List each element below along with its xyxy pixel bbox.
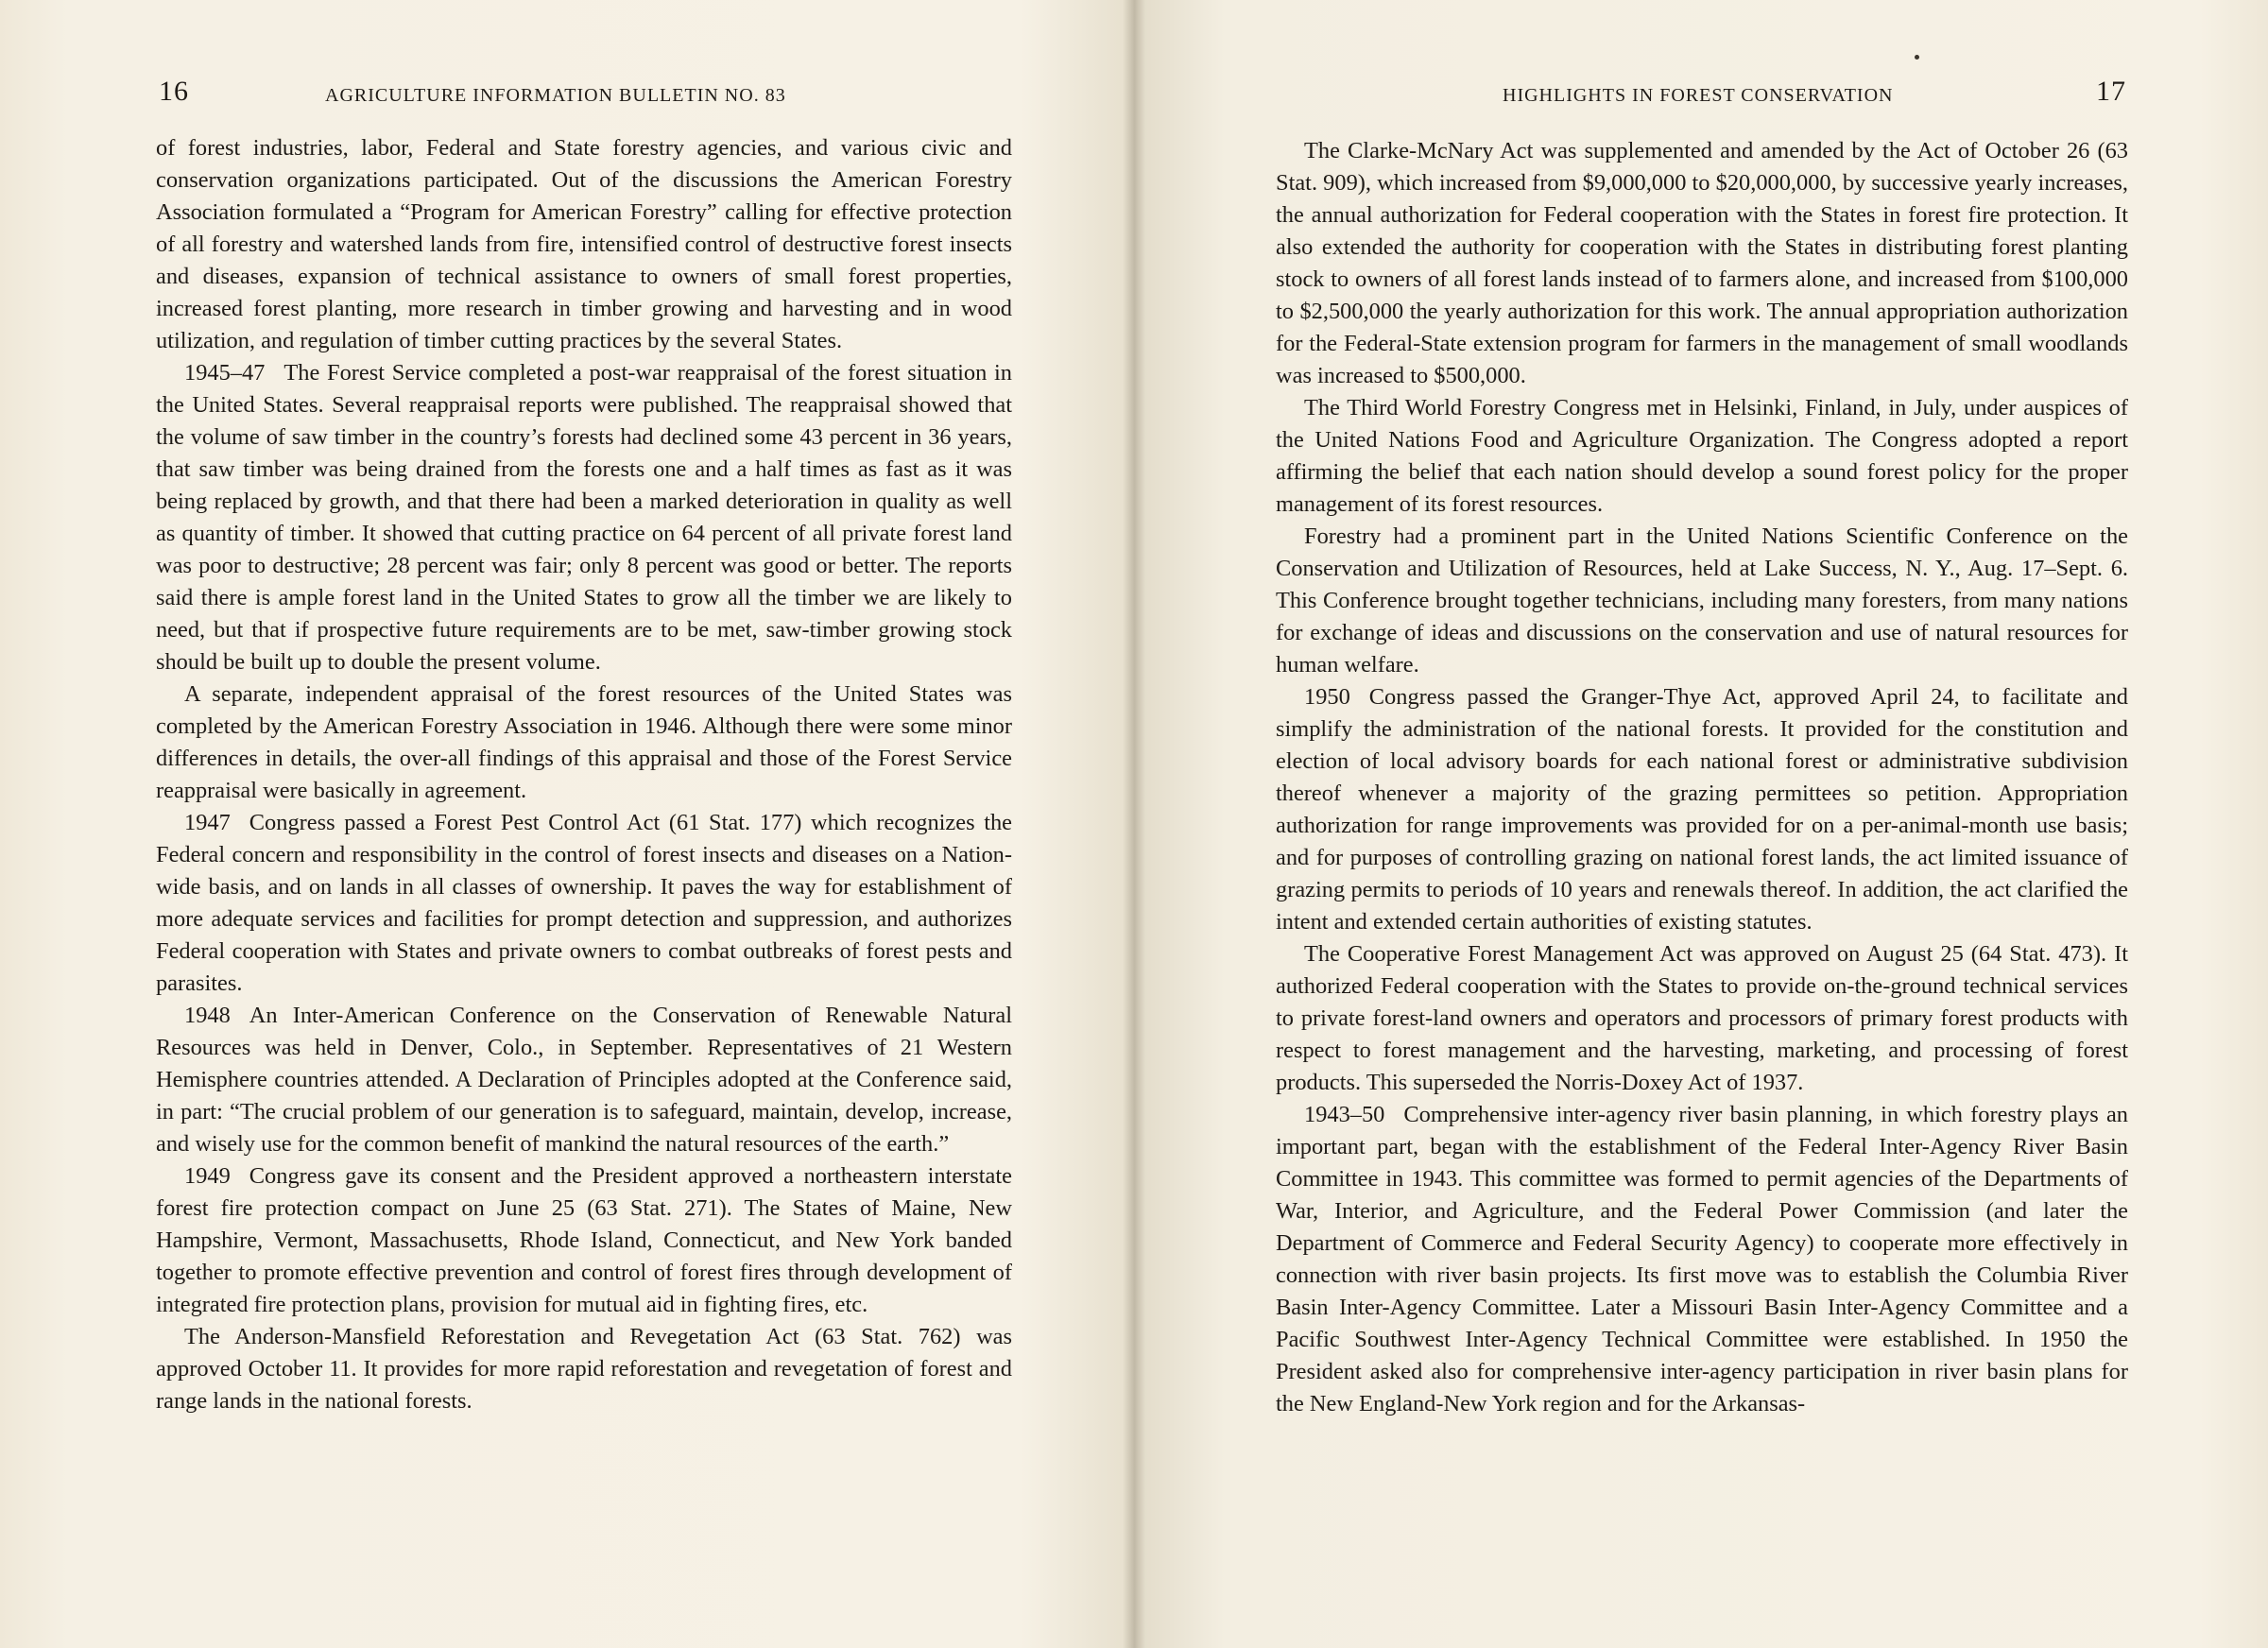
paragraph	[1276, 135, 2128, 392]
paragraph-text: The Forest Service completed a post-war reappraisal of the forest situation in the United States. Several reappraisal reports were published. The reappraisal showed that the volume of saw timber in the country’s forests had declined some 43 percent in 36 years, that saw timber was being drained from the forests one and a half times as fast as it was being replaced by growth, and that there had been a marked deterioration in quality as well as quantity of timber. It showed that cutting practice on 64 percent of all private forest land was poor to destructive; 28 percent was fair; only 8 percent was good or better. The reports said there is ample forest land in the United States to grow all the timber we are likely to need, but that if prospective future requirements are to be met, saw-timber growing stock should be built up to double the present volume.	[156, 360, 1012, 675]
left-page-body	[156, 132, 1012, 1417]
paragraph	[1276, 938, 2128, 1099]
paragraph-text: An Inter-American Conference on the Conservation of Renewable Natural Resources was held in Denver, Colo., in September. Representatives of 21 Western Hemisphere countries attended. A Declaration of Principles adopted at the Conference said, in part: “The crucial problem of our generation is to safeguard, maintain, develop, increase, and wisely use for the common benefit of mankind the natural resources of the earth.”	[156, 1003, 1012, 1157]
paragraph	[156, 807, 1012, 1000]
paragraph	[156, 1000, 1012, 1160]
paragraph	[156, 678, 1012, 807]
paragraph	[1276, 1099, 2128, 1420]
left-page-header	[159, 76, 1013, 119]
paragraph	[1276, 521, 2128, 681]
ink-speck	[1915, 55, 1919, 60]
paragraph-text: of forest industries, labor, Federal and State forestry agencies, and various civic and conservation organizations participated. Out of the discussions the American Forestry Association formulated a “Program for American Forestry” calling for effective protection of all forestry and watershed lands from fire, intensified control of destructive forest insects and diseases, expansion of technical assistance to owners of small forest properties, increased forest planting, more research in timber growing and harvesting and in wood utilization, and regulation of timber cutting practices by the several States.	[156, 135, 1012, 353]
year-label: 1948	[184, 1003, 231, 1028]
paragraph-text: The Anderson-Mansfield Reforestation and Revegetation Act (63 Stat. 762) was approved October 11. It provides for more rapid reforestation and revegetation of forest and range lands in the national forests.	[156, 1324, 1012, 1414]
paragraph-text: Congress gave its consent and the President approved a northeastern interstate forest fire protection compact on June 25 (63 Stat. 271). The States of Maine, New Hampshire, Vermont, Massachusetts, Rhode Island, Connecticut, and New York banded together to promote effective prevention and control of forest fires through development of integrated fire protection plans, provision for mutual aid in fighting fires, etc.	[156, 1163, 1012, 1317]
paragraph	[156, 1160, 1012, 1321]
right-page-header	[1276, 76, 2126, 119]
paragraph-text: The Third World Forestry Congress met in Helsinki, Finland, in July, under auspices of the United Nations Food and Agriculture Organization. The Congress adopted a report affirming the belief that each nation should develop a sound forest policy for the proper management of its forest resources.	[1276, 395, 2128, 517]
year-label: 1949	[184, 1163, 231, 1189]
running-head: HIGHLIGHTS IN FOREST CONSERVATION	[1503, 85, 1894, 106]
paragraph-text: Comprehensive inter-agency river basin planning, in which forestry plays an important part, began with the establishment of the Federal Inter-Agency River Basin Committee in 1943. This committee was formed to permit agencies of the Departments of War, Interior, and Agriculture, and the Federal Power Commission (and later the Department of Commerce and Federal Security Agency) to cooperate more effectively in connection with river basin projects. Its first move was to establish the Columbia River Basin Inter-Agency Committee. Later a Missouri Basin Inter-Agency Committee and a Pacific Southwest Inter-Agency Technical Committee were established. In 1950 the President asked also for comprehensive inter-agency participation in river basin plans for the New England-New York region and for the Arkansas-	[1276, 1102, 2128, 1416]
paragraph-text: A separate, independent appraisal of the forest resources of the United States was completed by the American Forestry Association in 1946. Although there were some minor differences in details, the over-all findings of this appraisal and those of the Forest Service reappraisal were basically in agreement.	[156, 681, 1012, 803]
year-label: 1945–47	[184, 360, 266, 386]
page-number: 17	[2096, 76, 2126, 107]
paragraph	[156, 357, 1012, 678]
paragraph-text: The Clarke-McNary Act was supplemented and amended by the Act of October 26 (63 Stat. 909), which increased from $9,000,000 to $20,000,000, by successive yearly increases, the annual authorization for Federal cooperation with the States in forest fire protection. It also extended the authority for cooperation with the States in distributing forest planting stock to owners of all forest lands instead of to farmers alone, and increased from $100,000 to $2,500,000 the yearly authorization for this work. The annual appropriation authorization for the Federal-State extension program for farmers in the management of small woodlands was increased to $500,000.	[1276, 138, 2128, 388]
running-head: AGRICULTURE INFORMATION BULLETIN NO. 83	[325, 85, 786, 106]
paragraph-text: The Cooperative Forest Management Act was approved on August 25 (64 Stat. 473). It authorized Federal cooperation with the States to provide on-the-ground technical services to private forest-land owners and operators and processors of primary forest products with respect to forest management and the harvesting, marketing, and processing of forest products. This superseded the Norris-Doxey Act of 1937.	[1276, 941, 2128, 1095]
book-gutter	[1123, 0, 1145, 1648]
paragraph	[1276, 681, 2128, 938]
paragraph-text: Forestry had a prominent part in the United Nations Scientific Conference on the Conservation and Utilization of Resources, held at Lake Success, N. Y., Aug. 17–Sept. 6. This Conference brought together technicians, including many foresters, from many nations for exchange of ideas and discussions on the conservation and use of natural resources for human welfare.	[1276, 524, 2128, 678]
paragraph-text: Congress passed the Granger-Thye Act, approved April 24, to facilitate and simplify the administration of the national forests. It provided for the constitution and election of local advisory boards for each national forest or administrative subdivision thereof whenever a majority of the grazing permittees so petition. Appropriation authorization for range improvements was provided for on a per-animal-month use basis; and for purposes of controlling grazing on national forest lands, the act limited issuance of grazing permits to periods of 10 years and renewals thereof. In addition, the act clarified the intent and extended certain authorities of existing statutes.	[1276, 684, 2128, 935]
paragraph	[1276, 392, 2128, 521]
paragraph	[156, 132, 1012, 357]
right-page	[1134, 0, 2268, 1648]
year-label: 1943–50	[1304, 1102, 1385, 1127]
paragraph	[156, 1321, 1012, 1417]
right-page-body	[1276, 135, 2128, 1420]
year-label: 1950	[1304, 684, 1350, 710]
page-number: 16	[159, 76, 189, 107]
year-label: 1947	[184, 810, 231, 835]
paragraph-text: Congress passed a Forest Pest Control Act (61 Stat. 177) which recognizes the Federal concern and responsibility in the control of forest insects and diseases on a Nation-wide basis, and on lands in all classes of ownership. It paves the way for establishment of more adequate services and facilities for prompt detection and suppression, and authorizes Federal cooperation with States and private owners to combat outbreaks of forest pests and parasites.	[156, 810, 1012, 996]
